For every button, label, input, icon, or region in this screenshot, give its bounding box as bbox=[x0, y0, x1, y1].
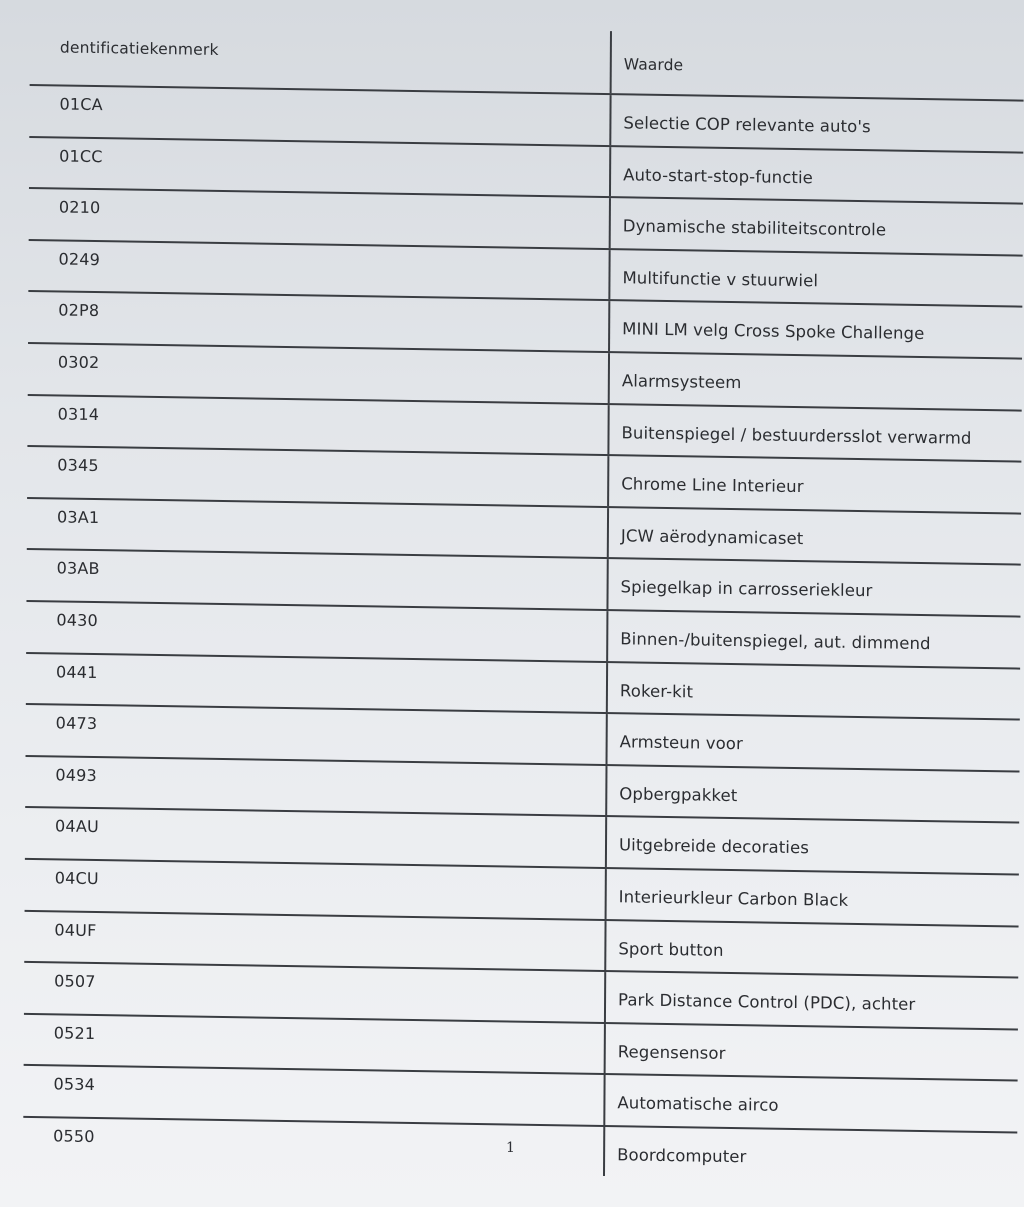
option-code: 04CU bbox=[54, 868, 99, 889]
option-value: Park Distance Control (PDC), achter bbox=[604, 972, 1018, 1028]
option-code: 0473 bbox=[55, 713, 98, 734]
option-code: 0534 bbox=[53, 1074, 96, 1095]
option-value: Boordcomputer bbox=[603, 1127, 1017, 1183]
option-value: Automatische airco bbox=[603, 1075, 1017, 1131]
option-value: Selectie COP relevante auto's bbox=[609, 95, 1023, 151]
option-value: MINI LM velg Cross Spoke Challenge bbox=[608, 301, 1022, 357]
option-code: 04UF bbox=[54, 919, 97, 940]
column-header-code: dentificatiekenmerk bbox=[59, 38, 219, 59]
option-code: 0430 bbox=[56, 610, 98, 631]
option-code: 0345 bbox=[57, 455, 99, 476]
option-value: JCW aërodynamicaset bbox=[607, 508, 1021, 564]
option-value: Spiegelkap in carrosseriekleur bbox=[606, 559, 1020, 615]
option-value: Opbergpakket bbox=[605, 766, 1019, 822]
option-value: Auto-start-stop-functie bbox=[609, 147, 1023, 203]
option-code: 0210 bbox=[58, 197, 101, 218]
option-code: 04AU bbox=[55, 816, 99, 837]
option-value: Multifunctie v stuurwiel bbox=[608, 250, 1022, 306]
option-value: Uitgebreide decoraties bbox=[605, 817, 1019, 873]
column-header-value: Waarde bbox=[610, 31, 1024, 99]
option-value: Interieurkleur Carbon Black bbox=[605, 869, 1019, 925]
option-code: 0314 bbox=[57, 404, 100, 424]
option-value: Regensensor bbox=[604, 1024, 1018, 1080]
options-table bbox=[23, 22, 1024, 1183]
option-code: 0521 bbox=[53, 1023, 96, 1043]
option-code: 0493 bbox=[55, 765, 97, 785]
page-number: 1 bbox=[506, 1140, 515, 1156]
option-value: Roker-kit bbox=[606, 663, 1020, 719]
option-code: 0550 bbox=[53, 1126, 95, 1146]
option-code: 03AB bbox=[56, 558, 100, 579]
option-code: 0249 bbox=[58, 249, 101, 269]
option-code: 02P8 bbox=[58, 300, 100, 321]
option-code: 0441 bbox=[55, 661, 98, 682]
option-code: 01CA bbox=[59, 94, 103, 115]
option-value: Binnen-/buitenspiegel, aut. dimmend bbox=[606, 611, 1020, 667]
option-code: 03A1 bbox=[56, 507, 100, 527]
option-code: 0507 bbox=[54, 971, 96, 992]
option-code: 0302 bbox=[57, 352, 100, 373]
option-value: Alarmsysteem bbox=[608, 353, 1022, 409]
option-value: Armsteun voor bbox=[606, 714, 1020, 770]
option-value: Sport button bbox=[604, 921, 1018, 977]
option-code: 01CC bbox=[59, 146, 103, 166]
table-body bbox=[23, 86, 1024, 1183]
option-value: Buitenspiegel / bestuurdersslot verwarmd bbox=[607, 405, 1021, 461]
option-value: Dynamische stabiliteitscontrole bbox=[609, 198, 1023, 254]
option-value: Chrome Line Interieur bbox=[607, 456, 1021, 512]
